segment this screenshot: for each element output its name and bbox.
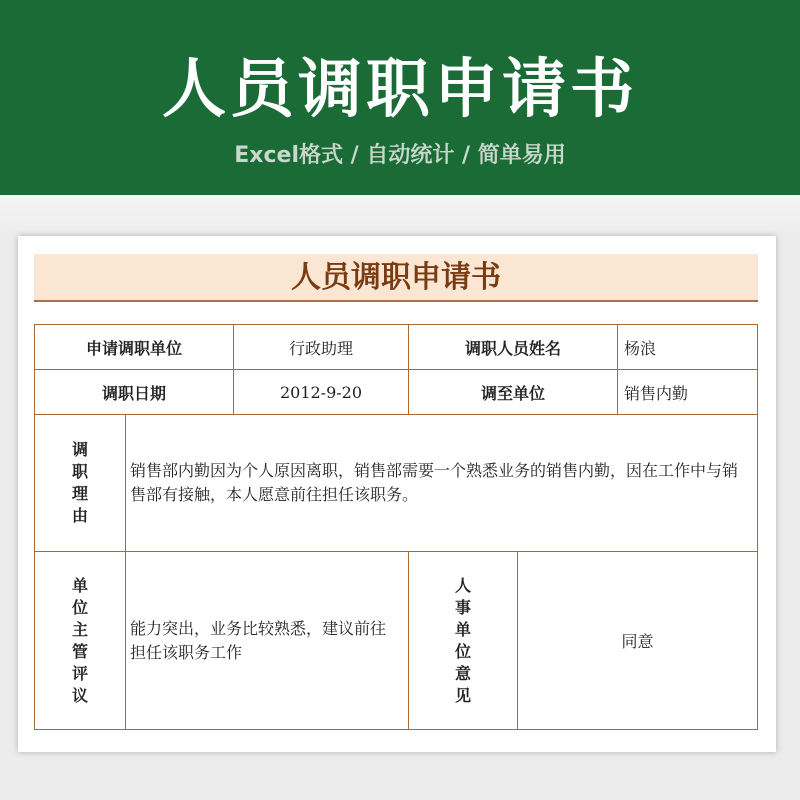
hr-label: 人 事 单 位 意 见: [408, 551, 518, 730]
banner-shadow: [0, 195, 800, 240]
target-unit-value: 销售内勤: [617, 369, 758, 415]
reason-text: 销售部内勤因为个人原因离职，销售部需要一个熟悉业务的销售内勤，因在工作中与销售部有接触，本人愿意前往担任该职务。: [125, 414, 758, 552]
date-label: 调职日期: [34, 369, 234, 415]
supervisor-text: 能力突出，业务比较熟悉，建议前往担任该职务工作: [125, 551, 409, 730]
banner-subtitle: Excel格式 / 自动统计 / 简单易用: [234, 143, 566, 168]
supervisor-label: 单 位 主 管 评 议: [34, 551, 126, 730]
form-title-bar: [34, 254, 758, 302]
banner-title: 人员调职申请书: [162, 53, 638, 127]
target-unit-label: 调至单位: [408, 369, 618, 415]
hr-text: 同意: [517, 551, 758, 730]
apply-unit-label: 申请调职单位: [34, 324, 234, 370]
person-name-label: 调职人员姓名: [408, 324, 618, 370]
reason-label: 调 职 理 由: [34, 414, 126, 552]
date-value: 2012-9-20: [233, 369, 409, 415]
person-name-value: 杨浪: [617, 324, 758, 370]
form-title: 人员调职申请书: [291, 260, 501, 295]
header-banner: [0, 0, 800, 195]
apply-unit-value: 行政助理: [233, 324, 409, 370]
form-sheet: [18, 236, 776, 752]
